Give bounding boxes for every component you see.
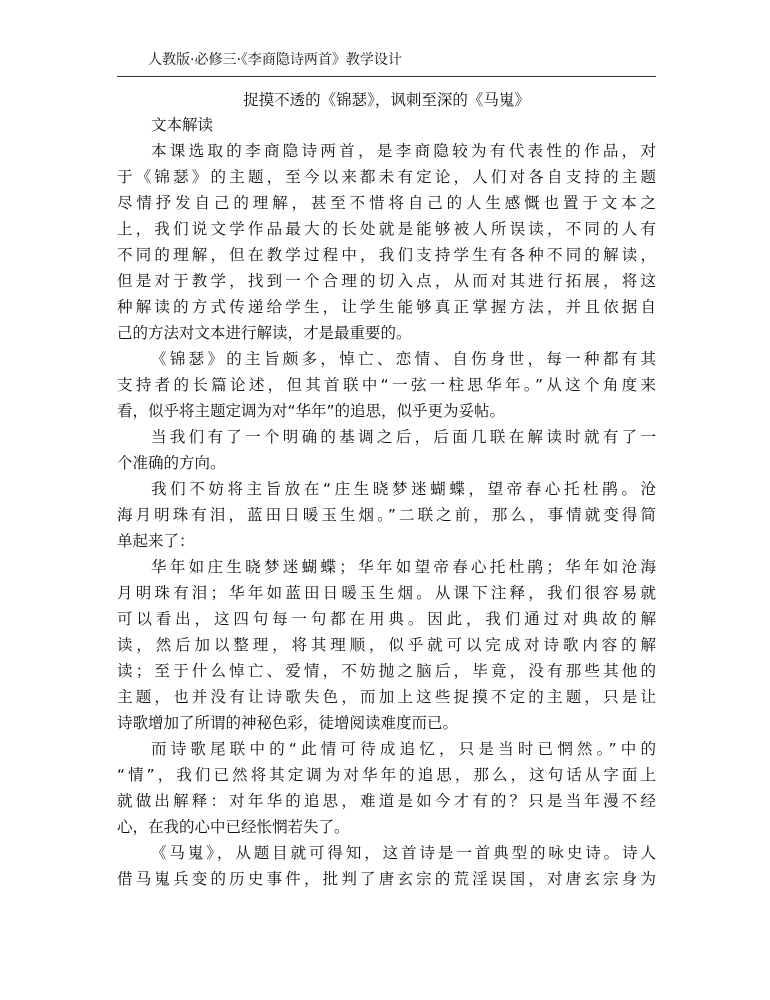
text-line: “情”，我们已然将其定调为对华年的追思，那么，这句话从字面上 — [117, 766, 656, 784]
header-rule — [117, 76, 656, 77]
text-line: 《马嵬》，从题目就可得知，这首诗是一首典型的咏史诗。诗人 — [151, 844, 656, 862]
text-line: 上，我们说文学作品最大的长处就是能够被人所误读，不同的人有 — [117, 220, 656, 238]
text-line: 读，然后加以整理，将其理顺，似乎就可以完成对诗歌内容的解 — [117, 636, 656, 654]
text-line: 诗歌增加了所谓的神秘色彩，徒增阅读难度而已。 — [117, 714, 459, 732]
text-line: 月明珠有泪；华年如蓝田日暖玉生烟。从课下注释，我们很容易就 — [117, 584, 656, 602]
text-line: 于《锦瑟》的主题，至今以来都未有定论，人们对各自支持的主题 — [117, 168, 656, 186]
text-line: 看，似乎将主题定调为对“华年”的追思，似乎更为妥帖。 — [117, 402, 506, 420]
text-line: 可以看出，这四句每一句都在用典。因此，我们通过对典故的解 — [117, 610, 656, 628]
text-line: 本课选取的李商隐诗两首，是李商隐较为有代表性的作品，对 — [151, 142, 656, 160]
text-line: 种解读的方式传递给学生，让学生能够真正掌握方法，并且依据自 — [117, 298, 656, 316]
text-line: 主题，也并没有让诗歌失色，而加上这些捉摸不定的主题，只是让 — [117, 688, 656, 706]
text-line: 就做出解释：对年华的追思，难道是如今才有的？只是当年漫不经 — [117, 792, 656, 810]
document-body — [117, 112, 656, 892]
text-line: 华年如庄生晓梦迷蝴蝶；华年如望帝春心托杜鹃；华年如沧海 — [151, 558, 656, 576]
text-line: 《锦瑟》的主旨颇多，悼亡、恋情、自伤身世，每一种都有其 — [151, 350, 656, 368]
text-line: 借马嵬兵变的历史事件，批判了唐玄宗的荒淫误国，对唐玄宗身为 — [117, 870, 656, 888]
page-header: 人教版·必修三·《李商隐诗两首》教学设计 — [148, 52, 402, 68]
text-line: 支持者的长篇论述，但其首联中“一弦一柱思华年。”从这个角度来 — [117, 376, 656, 394]
text-line: 我们不妨将主旨放在“庄生晓梦迷蝴蝶，望帝春心托杜鹃。沧 — [151, 480, 656, 498]
text-line: 心，在我的心中已经怅惘若失了。 — [117, 818, 350, 836]
text-line: 当我们有了一个明确的基调之后，后面几联在解读时就有了一 — [151, 428, 656, 446]
text-line: 单起来了： — [117, 532, 195, 550]
text-line: 己的方法对文本进行解读，才是最重要的。 — [117, 324, 412, 342]
text-line: 读；至于什么悼亡、爱情，不妨抛之脑后，毕竟，没有那些其他的 — [117, 662, 656, 680]
section-heading: 文本解读 — [151, 116, 214, 134]
text-line: 但是对于教学，找到一个合理的切入点，从而对其进行拓展，将这 — [117, 272, 656, 290]
text-line: 不同的理解，但在教学过程中，我们支持学生有各种不同的解读， — [117, 246, 656, 264]
text-line: 尽情抒发自己的理解，甚至不惜将自己的人生感慨也置于文本之 — [117, 194, 656, 212]
text-line: 个准确的方向。 — [117, 454, 226, 472]
document-title: 捉摸不透的《锦瑟》，讽刺至深的《马嵬》 — [243, 91, 530, 109]
text-line: 而诗歌尾联中的“此情可待成追忆，只是当时已惘然。”中的 — [151, 740, 656, 758]
text-line: 海月明珠有泪，蓝田日暖玉生烟。”二联之前，那么，事情就变得简 — [117, 506, 656, 524]
